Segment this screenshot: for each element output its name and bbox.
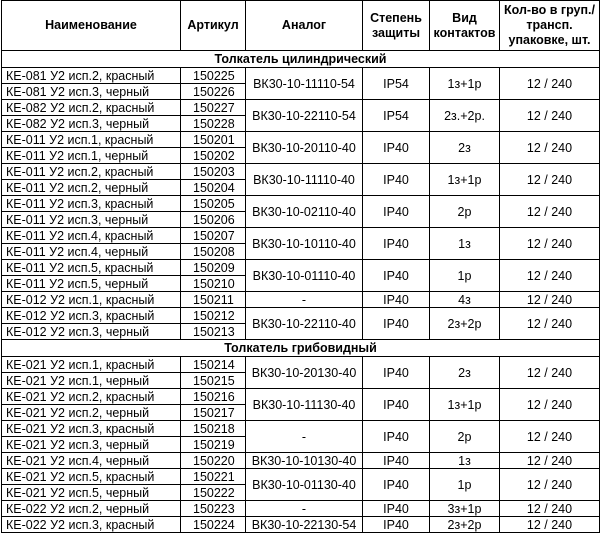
qty-cell: 12 / 240: [500, 421, 600, 453]
product-name-cell: КЕ-021 У2 исп.1, красный: [2, 357, 181, 373]
product-name-cell: КЕ-011 У2 исп.3, красный: [2, 196, 181, 212]
article-cell: 150226: [181, 84, 246, 100]
table-row: [2, 132, 600, 148]
product-table: [1, 0, 600, 533]
product-name-cell: КЕ-021 У2 исп.3, красный: [2, 421, 181, 437]
product-name-cell: КЕ-011 У2 исп.4, черный: [2, 244, 181, 260]
analog-cell: ВК30-10-20130-40: [246, 357, 363, 389]
article-cell: 150215: [181, 373, 246, 389]
header-qty: Кол-во в груп./трансп. упаковке, шт.: [500, 1, 600, 51]
section-row: [2, 51, 600, 68]
qty-cell: 12 / 240: [500, 357, 600, 389]
contacts-cell: 1з+1р: [430, 164, 500, 196]
qty-cell: 12 / 240: [500, 196, 600, 228]
product-name-cell: КЕ-022 У2 исп.2, черный: [2, 501, 181, 517]
product-name-cell: КЕ-012 У2 исп.1, красный: [2, 292, 181, 308]
contacts-cell: 1з+1р: [430, 389, 500, 421]
product-name-cell: КЕ-012 У2 исп.3, черный: [2, 324, 181, 340]
table-row: [2, 292, 600, 308]
article-cell: 150221: [181, 469, 246, 485]
product-name-cell: КЕ-021 У2 исп.5, красный: [2, 469, 181, 485]
contacts-cell: 4з: [430, 292, 500, 308]
qty-cell: 12 / 240: [500, 292, 600, 308]
analog-cell: -: [246, 292, 363, 308]
product-name-cell: КЕ-082 У2 исп.2, красный: [2, 100, 181, 116]
table-row: [2, 421, 600, 437]
header-row: [2, 1, 600, 51]
product-name-cell: КЕ-011 У2 исп.4, красный: [2, 228, 181, 244]
protection-cell: IP54: [363, 100, 430, 132]
qty-cell: 12 / 240: [500, 132, 600, 164]
table-row: [2, 517, 600, 533]
analog-cell: ВК30-10-11110-40: [246, 164, 363, 196]
article-cell: 150228: [181, 116, 246, 132]
product-name-cell: КЕ-021 У2 исп.3, черный: [2, 437, 181, 453]
product-name-cell: КЕ-021 У2 исп.5, черный: [2, 485, 181, 501]
protection-cell: IP40: [363, 453, 430, 469]
article-cell: 150213: [181, 324, 246, 340]
protection-cell: IP40: [363, 132, 430, 164]
table-row: [2, 308, 600, 324]
article-cell: 150212: [181, 308, 246, 324]
product-name-cell: КЕ-011 У2 исп.2, красный: [2, 164, 181, 180]
contacts-cell: 1з: [430, 453, 500, 469]
contacts-cell: 2з+2р: [430, 308, 500, 340]
product-name-cell: КЕ-022 У2 исп.3, красный: [2, 517, 181, 533]
table-row: [2, 389, 600, 405]
protection-cell: IP54: [363, 68, 430, 100]
contacts-cell: 2з: [430, 132, 500, 164]
product-name-cell: КЕ-081 У2 исп.3, черный: [2, 84, 181, 100]
article-cell: 150206: [181, 212, 246, 228]
article-cell: 150211: [181, 292, 246, 308]
analog-cell: ВК30-10-22130-54: [246, 517, 363, 533]
table-row: [2, 68, 600, 84]
product-name-cell: КЕ-011 У2 исп.3, черный: [2, 212, 181, 228]
qty-cell: 12 / 240: [500, 501, 600, 517]
product-name-cell: КЕ-011 У2 исп.1, красный: [2, 132, 181, 148]
table-row: [2, 501, 600, 517]
contacts-cell: 2з.+2р.: [430, 100, 500, 132]
analog-cell: ВК30-10-10130-40: [246, 453, 363, 469]
article-cell: 150224: [181, 517, 246, 533]
section-row: [2, 340, 600, 357]
qty-cell: 12 / 240: [500, 389, 600, 421]
contacts-cell: 1з+1р: [430, 68, 500, 100]
contacts-cell: 2з+2р: [430, 517, 500, 533]
protection-cell: IP40: [363, 292, 430, 308]
analog-cell: ВК30-10-20110-40: [246, 132, 363, 164]
header-article: Артикул: [181, 1, 246, 51]
contacts-cell: 2р: [430, 196, 500, 228]
article-cell: 150210: [181, 276, 246, 292]
article-cell: 150219: [181, 437, 246, 453]
analog-cell: ВК30-10-22110-40: [246, 308, 363, 340]
header-protection: Степень защиты: [363, 1, 430, 51]
qty-cell: 12 / 240: [500, 228, 600, 260]
table-row: [2, 453, 600, 469]
table-row: [2, 228, 600, 244]
article-cell: 150204: [181, 180, 246, 196]
article-cell: 150223: [181, 501, 246, 517]
qty-cell: 12 / 240: [500, 453, 600, 469]
protection-cell: IP40: [363, 421, 430, 453]
protection-cell: IP40: [363, 389, 430, 421]
article-cell: 150216: [181, 389, 246, 405]
analog-cell: -: [246, 421, 363, 453]
article-cell: 150214: [181, 357, 246, 373]
article-cell: 150207: [181, 228, 246, 244]
contacts-cell: 1р: [430, 260, 500, 292]
protection-cell: IP40: [363, 308, 430, 340]
analog-cell: ВК30-10-22110-54: [246, 100, 363, 132]
qty-cell: 12 / 240: [500, 164, 600, 196]
protection-cell: IP40: [363, 260, 430, 292]
table-row: [2, 260, 600, 276]
article-cell: 150227: [181, 100, 246, 116]
analog-cell: ВК30-10-11130-40: [246, 389, 363, 421]
analog-cell: -: [246, 501, 363, 517]
product-name-cell: КЕ-011 У2 исп.5, черный: [2, 276, 181, 292]
table-row: [2, 357, 600, 373]
contacts-cell: 2з: [430, 357, 500, 389]
qty-cell: 12 / 240: [500, 100, 600, 132]
table-row: [2, 196, 600, 212]
qty-cell: 12 / 240: [500, 517, 600, 533]
product-name-cell: КЕ-011 У2 исп.1, черный: [2, 148, 181, 164]
product-name-cell: КЕ-011 У2 исп.2, черный: [2, 180, 181, 196]
protection-cell: IP40: [363, 357, 430, 389]
table-row: [2, 100, 600, 116]
article-cell: 150209: [181, 260, 246, 276]
analog-cell: ВК30-10-10110-40: [246, 228, 363, 260]
product-name-cell: КЕ-021 У2 исп.2, красный: [2, 389, 181, 405]
qty-cell: 12 / 240: [500, 260, 600, 292]
protection-cell: IP40: [363, 517, 430, 533]
table-body: [2, 51, 600, 533]
contacts-cell: 3з+1р: [430, 501, 500, 517]
protection-cell: IP40: [363, 469, 430, 501]
article-cell: 150208: [181, 244, 246, 260]
analog-cell: ВК30-10-02110-40: [246, 196, 363, 228]
contacts-cell: 1р: [430, 469, 500, 501]
article-cell: 150201: [181, 132, 246, 148]
product-name-cell: КЕ-081 У2 исп.2, красный: [2, 68, 181, 84]
header-contacts: Вид контактов: [430, 1, 500, 51]
contacts-cell: 1з: [430, 228, 500, 260]
product-name-cell: КЕ-011 У2 исп.5, красный: [2, 260, 181, 276]
table-row: [2, 164, 600, 180]
article-cell: 150217: [181, 405, 246, 421]
qty-cell: 12 / 240: [500, 68, 600, 100]
protection-cell: IP40: [363, 501, 430, 517]
product-name-cell: КЕ-021 У2 исп.4, черный: [2, 453, 181, 469]
qty-cell: 12 / 240: [500, 308, 600, 340]
contacts-cell: 2р: [430, 421, 500, 453]
article-cell: 150205: [181, 196, 246, 212]
article-cell: 150202: [181, 148, 246, 164]
product-name-cell: КЕ-012 У2 исп.3, красный: [2, 308, 181, 324]
article-cell: 150203: [181, 164, 246, 180]
section-title: Толкатель грибовидный: [2, 340, 600, 357]
product-name-cell: КЕ-021 У2 исп.2, черный: [2, 405, 181, 421]
analog-cell: ВК30-10-11110-54: [246, 68, 363, 100]
product-name-cell: КЕ-082 У2 исп.3, черный: [2, 116, 181, 132]
article-cell: 150220: [181, 453, 246, 469]
product-name-cell: КЕ-021 У2 исп.1, черный: [2, 373, 181, 389]
header-name: Наименование: [2, 1, 181, 51]
article-cell: 150222: [181, 485, 246, 501]
article-cell: 150225: [181, 68, 246, 84]
protection-cell: IP40: [363, 196, 430, 228]
qty-cell: 12 / 240: [500, 469, 600, 501]
protection-cell: IP40: [363, 164, 430, 196]
section-title: Толкатель цилиндрический: [2, 51, 600, 68]
protection-cell: IP40: [363, 228, 430, 260]
table-row: [2, 469, 600, 485]
header-analog: Аналог: [246, 1, 363, 51]
analog-cell: ВК30-10-01110-40: [246, 260, 363, 292]
analog-cell: ВК30-10-01130-40: [246, 469, 363, 501]
article-cell: 150218: [181, 421, 246, 437]
